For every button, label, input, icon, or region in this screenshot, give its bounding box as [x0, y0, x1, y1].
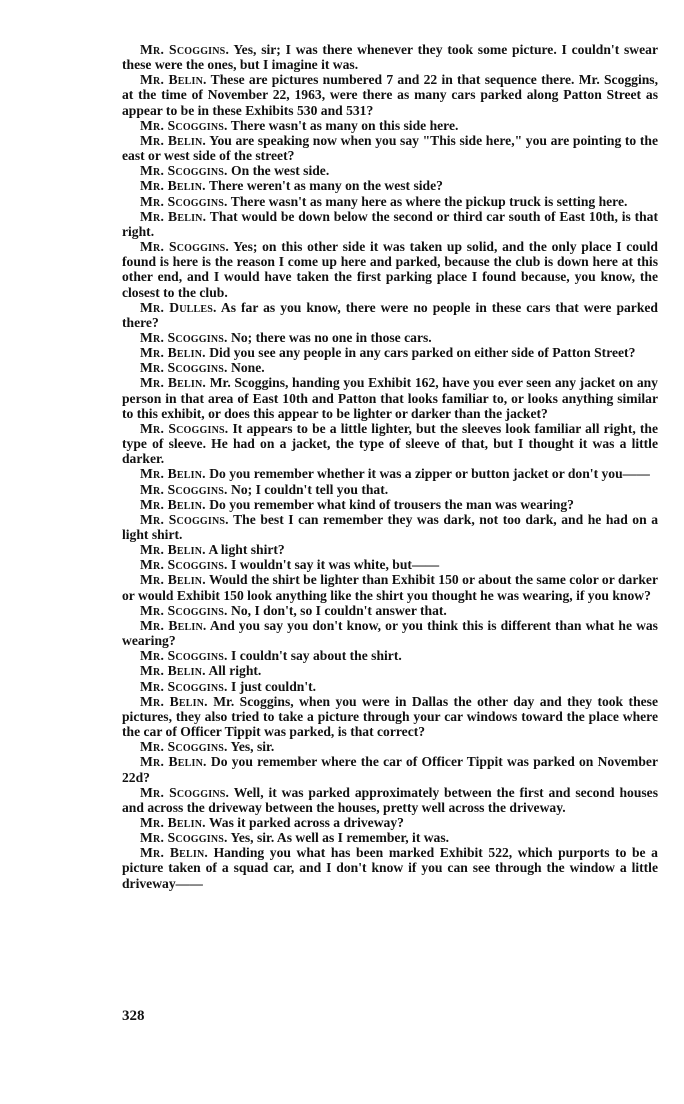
speaker-name: Mr. Belin.: [140, 345, 206, 361]
speaker-name: Mr. Belin.: [140, 542, 206, 558]
testimony-text: There weren't as many on the west side?: [208, 178, 443, 194]
testimony-text: Was it parked across a driveway?: [208, 814, 404, 830]
testimony-paragraph: [122, 421, 658, 466]
page-number: 328: [122, 1008, 145, 1024]
testimony-text: Well, it was parked approximately between the first and second houses and across the driveway between the houses, pretty well across the driveway.: [122, 784, 659, 815]
testimony-paragraph: [122, 118, 658, 133]
testimony-text: Would the shirt be lighter than Exhibit 150 or about the same color or darker or would Exhibit 150 look anything like the shirt you thought he was wearing, if you know?: [122, 572, 658, 603]
testimony-text: I couldn't say about the shirt.: [231, 648, 402, 664]
speaker-name: Mr. Dulles.: [140, 299, 217, 315]
testimony-text: These are pictures numbered 7 and 22 in that sequence there. Mr. Scoggins, at the time of November 22, 1963, were there as many cars parked along Patton Street as appear to be in these Exhibits 530 and 531?: [122, 72, 658, 118]
speaker-name: Mr. Scoggins.: [140, 360, 228, 376]
testimony-paragraph: [122, 679, 658, 694]
testimony-paragraph: [122, 739, 658, 754]
testimony-text: None.: [231, 360, 265, 376]
testimony-text: All right.: [208, 663, 262, 679]
testimony-paragraph: [122, 330, 658, 345]
speaker-name: Mr. Scoggins.: [140, 420, 229, 436]
testimony-paragraph: [122, 133, 658, 163]
testimony-paragraph: [122, 694, 658, 739]
testimony-text: I wouldn't say it was white, but——: [231, 557, 440, 573]
testimony-paragraph: [122, 618, 658, 648]
speaker-name: Mr. Scoggins.: [140, 329, 228, 345]
testimony-text: Mr. Scoggins, when you were in Dallas the other day and they took these pictures, they also tried to take a picture through your car windows toward the place where the car of Officer Tippit was parked, is that correct?: [122, 693, 658, 740]
testimony-text: Did you see any people in any cars parked on either side of Patton Street?: [209, 345, 636, 361]
testimony-paragraph: [122, 663, 658, 678]
speaker-name: Mr. Belin.: [140, 814, 206, 830]
speaker-name: Mr. Belin.: [140, 72, 207, 88]
speaker-name: Mr. Belin.: [140, 693, 208, 709]
testimony-paragraph: [122, 345, 658, 360]
testimony-paragraph: [122, 194, 658, 209]
testimony-paragraph: [122, 557, 658, 572]
speaker-name: Mr. Belin.: [140, 617, 207, 633]
speaker-name: Mr. Belin.: [140, 375, 207, 391]
testimony-paragraph: [122, 845, 658, 890]
speaker-name: Mr. Scoggins.: [140, 648, 228, 664]
testimony-text: A light shirt?: [208, 542, 285, 558]
testimony-paragraph: [122, 482, 658, 497]
testimony-paragraph: [122, 42, 658, 72]
testimony-paragraph: [122, 648, 658, 663]
testimony-text: There wasn't as many on this side here.: [230, 117, 459, 133]
testimony-paragraph: [122, 754, 658, 784]
speaker-name: Mr. Scoggins.: [140, 557, 228, 573]
speaker-name: Mr. Scoggins.: [140, 239, 229, 255]
speaker-name: Mr. Scoggins.: [140, 602, 228, 618]
speaker-name: Mr. Belin.: [140, 178, 206, 194]
testimony-text: It appears to be a little lighter, but the sleeves look familiar all right, the type of sleeve. He had on a jacket, the type of sleeve of that, but I thought it was a little darker.: [122, 420, 658, 467]
transcript-body: [122, 42, 658, 891]
speaker-name: Mr. Scoggins.: [140, 193, 228, 209]
testimony-paragraph: [122, 375, 658, 420]
speaker-name: Mr. Belin.: [140, 496, 206, 512]
testimony-paragraph: [122, 830, 658, 845]
testimony-paragraph: [122, 360, 658, 375]
testimony-paragraph: [122, 497, 658, 512]
testimony-text: And you say you don't know, or you think this is different than what he was wearing?: [122, 617, 658, 649]
testimony-text: The best I can remember they was dark, not too dark, and he had on a light shirt.: [122, 511, 659, 542]
testimony-paragraph: [122, 603, 658, 618]
testimony-text: Yes, sir. As well as I remember, it was.: [230, 830, 450, 846]
testimony-paragraph: [122, 163, 658, 178]
speaker-name: Mr. Belin.: [140, 132, 207, 148]
speaker-name: Mr. Scoggins.: [140, 739, 228, 755]
speaker-name: Mr. Scoggins.: [140, 42, 230, 57]
testimony-paragraph: [122, 239, 658, 300]
testimony-text: Mr. Scoggins, handing you Exhibit 162, have you ever seen any jacket on any person in that area of East 10th and Patton that looks familiar to, or looks anything similar to this exhibit, or does this appear to be lighter or darker than the jacket?: [122, 375, 658, 421]
speaker-name: Mr. Belin.: [140, 663, 206, 679]
testimony-paragraph: [122, 178, 658, 193]
testimony-text: Handing you what has been marked Exhibit 522, which purports to be a picture taken of a squad car, and I don't know if you can see through the window a little driveway——: [122, 845, 658, 891]
speaker-name: Mr. Scoggins.: [140, 163, 228, 179]
speaker-name: Mr. Belin.: [140, 208, 207, 224]
testimony-text: No; I couldn't tell you that.: [231, 481, 389, 497]
testimony-paragraph: [122, 300, 658, 330]
testimony-text: You are speaking now when you say "This side here," you are pointing to the east or west side of the street?: [122, 132, 658, 164]
speaker-name: Mr. Scoggins.: [140, 481, 228, 497]
testimony-paragraph: [122, 512, 658, 542]
testimony-paragraph: [122, 542, 658, 557]
testimony-text: Yes, sir; I was there whenever they took some picture. I couldn't swear these were the ones, but I imagine it was.: [122, 42, 658, 73]
speaker-name: Mr. Belin.: [140, 845, 208, 861]
testimony-paragraph: [122, 572, 658, 602]
speaker-name: Mr. Scoggins.: [140, 117, 228, 133]
testimony-paragraph: [122, 785, 658, 815]
testimony-text: Do you remember where the car of Officer Tippit was parked on November 22d?: [122, 754, 658, 785]
speaker-name: Mr. Scoggins.: [140, 678, 228, 694]
speaker-name: Mr. Scoggins.: [140, 830, 228, 846]
testimony-text: No; there was no one in those cars.: [231, 329, 432, 345]
speaker-name: Mr. Scoggins.: [140, 784, 230, 800]
speaker-name: Mr. Belin.: [140, 754, 207, 770]
testimony-paragraph: [122, 209, 658, 239]
speaker-name: Mr. Belin.: [140, 466, 206, 482]
testimony-text: There wasn't as many here as where the pickup truck is setting here.: [230, 193, 628, 209]
speaker-name: Mr. Scoggins.: [140, 511, 229, 527]
testimony-paragraph: [122, 72, 658, 117]
testimony-paragraph: [122, 466, 658, 481]
speaker-name: Mr. Belin.: [140, 572, 206, 588]
testimony-text: Yes; on this other side it was taken up solid, and the only place I could found is here is the reason I come up here and parked, because the club is down here at this other end, and I would have taken the first parking place I found because, you know, the closest to the club.: [122, 239, 658, 300]
testimony-paragraph: [122, 815, 658, 830]
testimony-text: I just couldn't.: [231, 678, 317, 694]
testimony-text: No, I don't, so I couldn't answer that.: [231, 602, 447, 618]
testimony-text: On the west side.: [231, 163, 330, 179]
testimony-text: Do you remember whether it was a zipper or button jacket or don't you——: [209, 466, 650, 482]
testimony-text: Yes, sir.: [230, 739, 275, 755]
testimony-text: Do you remember what kind of trousers the man was wearing?: [209, 496, 574, 512]
testimony-text: That would be down below the second or third car south of East 10th, is that right.: [122, 208, 658, 239]
testimony-text: As far as you know, there were no people in these cars that were parked there?: [122, 299, 658, 330]
